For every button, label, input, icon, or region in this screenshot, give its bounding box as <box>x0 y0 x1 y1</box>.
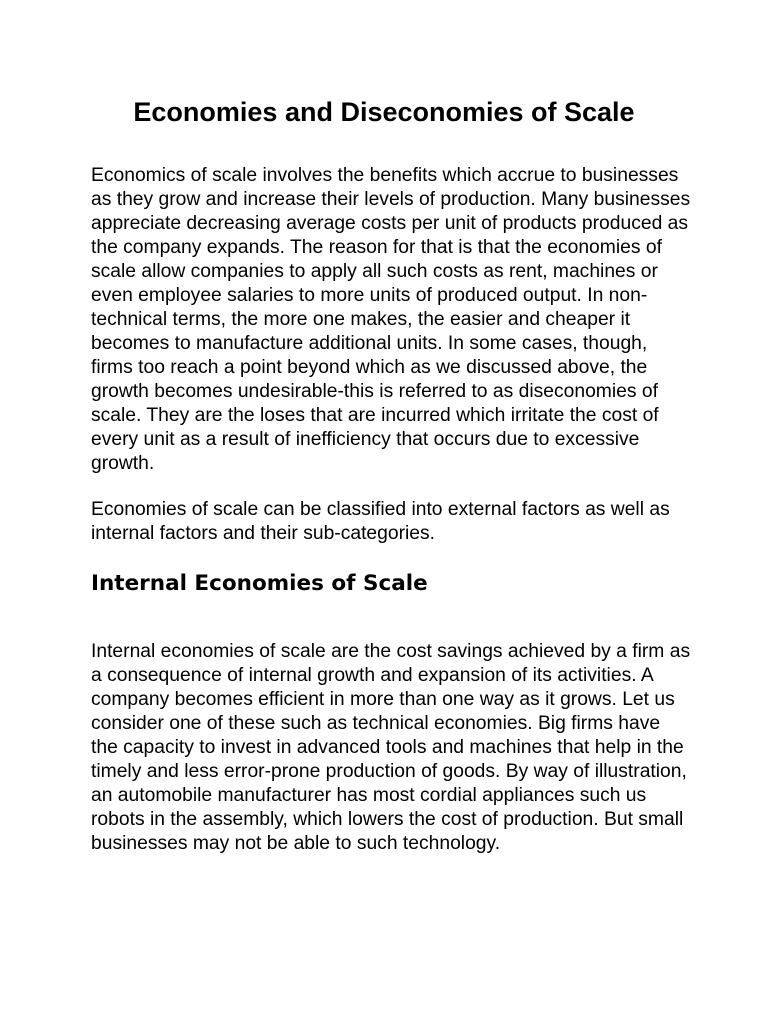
document-title: Economies and Diseconomies of Scale <box>133 97 635 127</box>
classification-paragraph: Economies of scale can be classified into external factors as well as internal factors and their sub-categories. <box>91 499 670 544</box>
internal-economies-paragraph: Internal economies of scale are the cost savings achieved by a firm as a consequence of internal growth and expansion of its activities. A company becomes efficient in more than one way as it grows. Let us consider one of these such as technical economies. Big firms have the capacity to invest in advanced tools and machines that help in the timely and less error-prone production of goods. By way of illustration, an automobile manufacturer has most cordial appliances such us robots in the assembly, which lowers the cost of production. But small businesses may not be able to such technology. <box>91 641 691 854</box>
intro-paragraph: Economics of scale involves the benefits which accrue to businesses as they grow and increase their levels of production. Many businesses appreciate decreasing average costs per unit of products produced as the company expands. The reason for that is that the economies of scale allow companies to apply all such costs as rent, machines or even employee salaries to more units of produced output. In non-technical terms, the more one makes, the easier and cheaper it becomes to manufacture additional units. In some cases, though, firms too reach a point beyond which as we discussed above, the growth becomes undesirable-this is referred to as diseconomies of scale. They are the loses that are incurred which irritate the cost of every unit as a result of inefficiency that occurs due to excessive growth. <box>91 165 691 474</box>
section-heading-internal-economies: Internal Economies of Scale <box>91 571 428 596</box>
